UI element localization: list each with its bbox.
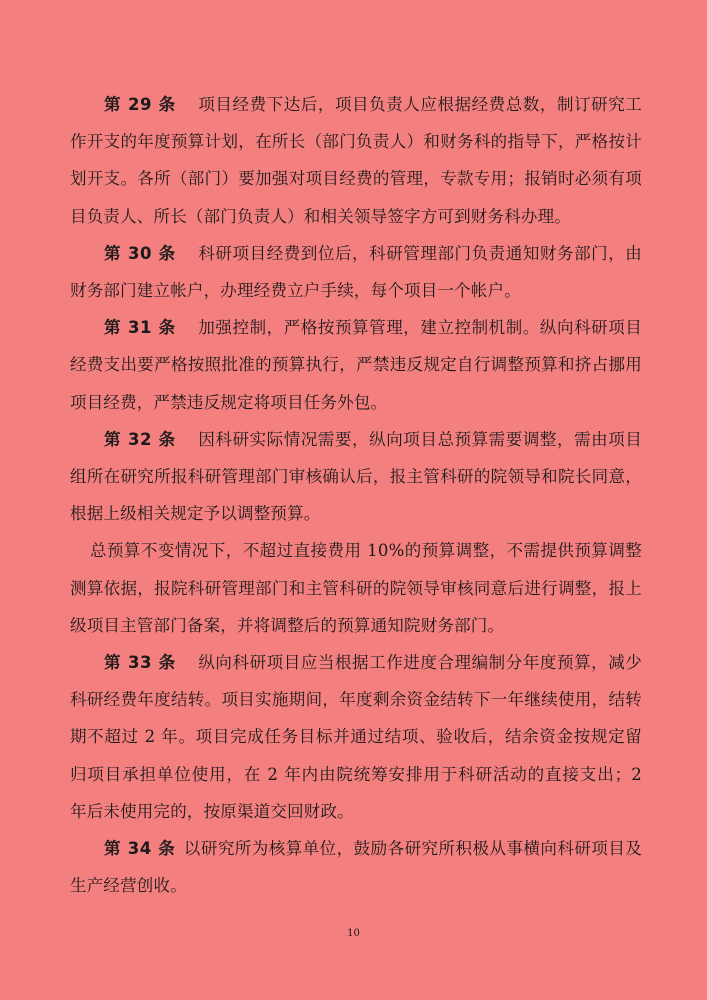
article-text: 科研项目经费到位后，科研管理部门负责通知财务部门，由财务部门建立帐户，办理经费立户手续，每个项目一个帐户。: [70, 243, 642, 301]
page-number: 10: [347, 928, 360, 939]
article-heading: 第 32 条: [104, 429, 176, 449]
article-text: 纵向科研项目应当根据工作进度合理编制分年度预算，减少科研经费年度结转。项目实施期间，年度剩余资金结转下一年继续使用，结转期不超过 2 年。项目完成任务目标并通过结项、验收后，结余资金按规定留归项目承担单位使用，在 2 年内由院统筹安排用于科研活动的直接支出；2 年后未使用完的，按原渠道交回财政。: [70, 653, 642, 821]
article-30: [70, 235, 642, 309]
article-31: [70, 309, 642, 421]
article-text: 因科研实际情况需要，纵向项目总预算需要调整，需由项目组所在研究所报科研管理部门审核确认后，报主管科研的院领导和院长同意，根据上级相关规定予以调整预算。: [70, 429, 642, 524]
article-32-continuation: [70, 532, 642, 644]
article-heading: 第 29 条: [104, 95, 176, 114]
article-heading: 第 33 条: [104, 653, 176, 673]
article-29: [70, 86, 642, 235]
article-34: [70, 830, 642, 904]
article-text: 总预算不变情况下，不超过直接费用 10%的预算调整，不需提供预算调整测算依据，报院科研管理部门和主管科研的院领导审核同意后进行调整，报上级项目主管部门备案，并将调整后的预算通知院财务部门。: [70, 541, 642, 635]
article-heading: 第 34 条: [104, 839, 176, 859]
article-32: [70, 421, 642, 533]
article-text: 项目经费下达后，项目负责人应根据经费总数，制订研究工作开支的年度预算计划，在所长（部门负责人）和财务科的指导下，严格按计划开支。各所（部门）要加强对项目经费的管理，专款专用；报销时必须有项目负责人、所长（部门负责人）和相关领导签字方可到财务科办理。: [70, 95, 642, 226]
article-33: [70, 644, 642, 830]
article-text: 加强控制，严格按预算管理，建立控制机制。纵向科研项目经费支出要严格按照批准的预算执行，严禁违反规定自行调整预算和挤占挪用项目经费，严禁违反规定将项目任务外包。: [70, 318, 642, 412]
article-text: 以研究所为核算单位，鼓励各研究所积极从事横向科研项目及生产经营创收。: [70, 839, 643, 896]
document-body: [70, 86, 642, 904]
article-heading: 第 30 条: [104, 243, 176, 263]
article-heading: 第 31 条: [104, 318, 176, 338]
